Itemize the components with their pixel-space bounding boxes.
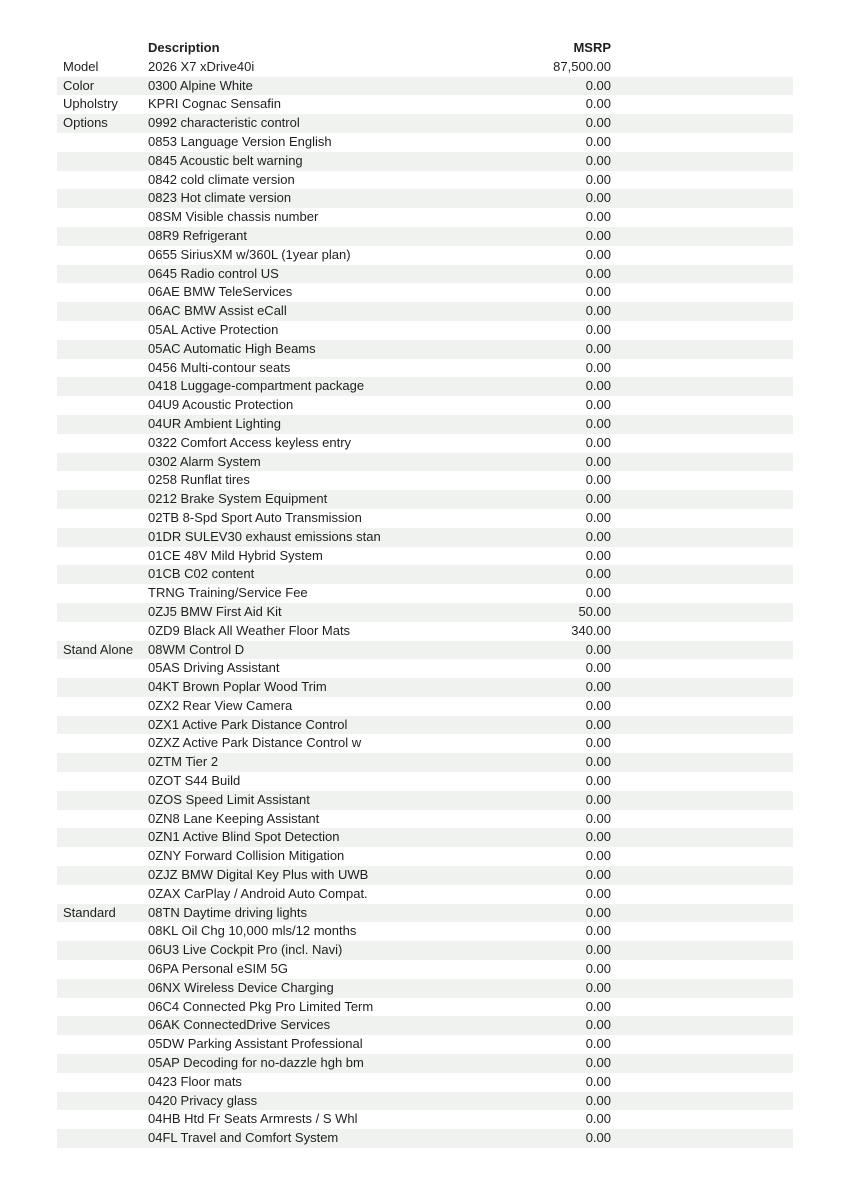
description-cell: 0ZNY Forward Collision Mitigation xyxy=(148,848,345,864)
row-filler xyxy=(611,866,793,885)
msrp-cell: 0.00 xyxy=(585,754,611,770)
category-cell xyxy=(57,509,148,528)
table-row xyxy=(57,678,793,697)
category-cell xyxy=(57,152,148,171)
msrp-cell: 0.00 xyxy=(585,829,611,845)
row-filler xyxy=(611,58,793,77)
description-cell: 08R9 Refrigerant xyxy=(148,227,247,243)
description-cell: 01CE 48V Mild Hybrid System xyxy=(148,547,323,563)
row-filler xyxy=(611,1035,793,1054)
msrp-cell: 0.00 xyxy=(585,679,611,695)
category-cell xyxy=(57,753,148,772)
msrp-cell: 0.00 xyxy=(585,303,611,319)
description-cell: 0418 Luggage-compartment package xyxy=(148,378,365,394)
row-filler xyxy=(611,1092,793,1111)
description-cell: 0ZAX CarPlay / Android Auto Compat. xyxy=(148,885,368,901)
row-filler xyxy=(611,603,793,622)
category-cell xyxy=(57,1035,148,1054)
category-cell xyxy=(57,716,148,735)
category-cell xyxy=(57,547,148,566)
category-cell xyxy=(57,359,148,378)
description-column-header: Description xyxy=(148,40,220,55)
table-row xyxy=(57,434,793,453)
category-cell xyxy=(57,828,148,847)
msrp-cell: 0.00 xyxy=(585,528,611,544)
row-filler xyxy=(611,659,793,678)
description-cell: 01DR SULEV30 exhaust emissions stan xyxy=(148,528,381,544)
msrp-cell: 0.00 xyxy=(585,791,611,807)
row-filler xyxy=(611,941,793,960)
msrp-cell: 0.00 xyxy=(585,96,611,112)
row-filler xyxy=(611,772,793,791)
category-cell xyxy=(57,1110,148,1129)
table-row xyxy=(57,659,793,678)
row-filler xyxy=(611,960,793,979)
msrp-cell: 50.00 xyxy=(578,603,611,619)
category-cell xyxy=(57,453,148,472)
table-row xyxy=(57,171,793,190)
description-cell: 0ZN1 Active Blind Spot Detection xyxy=(148,829,340,845)
table-body xyxy=(57,58,793,1148)
description-cell: 06NX Wireless Device Charging xyxy=(148,979,334,995)
category-cell xyxy=(57,396,148,415)
msrp-cell: 0.00 xyxy=(585,942,611,958)
msrp-cell: 0.00 xyxy=(585,265,611,281)
row-filler xyxy=(611,265,793,284)
table-row xyxy=(57,77,793,96)
description-cell: 0ZN8 Lane Keeping Assistant xyxy=(148,810,320,826)
description-cell: 0823 Hot climate version xyxy=(148,190,292,206)
table-row xyxy=(57,922,793,941)
msrp-cell: 0.00 xyxy=(585,979,611,995)
description-cell: 06U3 Live Cockpit Pro (incl. Navi) xyxy=(148,942,343,958)
msrp-cell: 0.00 xyxy=(585,190,611,206)
category-cell xyxy=(57,321,148,340)
category-cell xyxy=(57,377,148,396)
description-cell: 0ZD9 Black All Weather Floor Mats xyxy=(148,622,351,638)
msrp-cell: 340.00 xyxy=(571,622,611,638)
description-cell: 01CB C02 content xyxy=(148,566,255,582)
description-cell: 0302 Alarm System xyxy=(148,453,261,469)
msrp-cell: 0.00 xyxy=(585,246,611,262)
description-cell: 06AE BMW TeleServices xyxy=(148,284,293,300)
table-row xyxy=(57,565,793,584)
row-filler xyxy=(611,810,793,829)
msrp-cell: 0.00 xyxy=(585,115,611,131)
row-filler xyxy=(611,77,793,96)
row-filler xyxy=(611,396,793,415)
row-filler xyxy=(611,283,793,302)
description-cell: 0ZTM Tier 2 xyxy=(148,754,219,770)
category-cell xyxy=(57,1016,148,1035)
msrp-cell: 0.00 xyxy=(585,209,611,225)
table-row xyxy=(57,960,793,979)
category-cell: Options xyxy=(63,115,108,131)
category-cell xyxy=(57,979,148,998)
row-filler xyxy=(611,377,793,396)
description-cell: 0423 Floor mats xyxy=(148,1073,242,1089)
table-row xyxy=(57,471,793,490)
row-filler xyxy=(611,828,793,847)
row-filler xyxy=(611,340,793,359)
category-cell xyxy=(57,1054,148,1073)
table-row xyxy=(57,340,793,359)
msrp-cell: 0.00 xyxy=(585,1055,611,1071)
table-row xyxy=(57,359,793,378)
category-cell xyxy=(57,1073,148,1092)
msrp-cell: 0.00 xyxy=(585,340,611,356)
category-cell xyxy=(57,603,148,622)
table-row xyxy=(57,95,793,114)
msrp-cell: 0.00 xyxy=(585,359,611,375)
table-row xyxy=(57,1129,793,1148)
table-row xyxy=(57,941,793,960)
description-cell: 05AL Active Protection xyxy=(148,321,279,337)
msrp-cell: 0.00 xyxy=(585,998,611,1014)
msrp-cell: 0.00 xyxy=(585,321,611,337)
description-cell: 04U9 Acoustic Protection xyxy=(148,397,294,413)
description-cell: 04KT Brown Poplar Wood Trim xyxy=(148,679,327,695)
msrp-cell: 0.00 xyxy=(585,1111,611,1127)
row-filler xyxy=(611,114,793,133)
description-cell: 0ZJ5 BMW First Aid Kit xyxy=(148,603,282,619)
row-filler xyxy=(611,622,793,641)
msrp-cell: 0.00 xyxy=(585,284,611,300)
options-price-table xyxy=(57,39,793,1148)
msrp-cell: 0.00 xyxy=(585,716,611,732)
category-cell xyxy=(57,960,148,979)
table-row xyxy=(57,396,793,415)
row-filler xyxy=(611,641,793,660)
table-row xyxy=(57,1073,793,1092)
table-row xyxy=(57,603,793,622)
description-cell: 05DW Parking Assistant Professional xyxy=(148,1036,363,1052)
category-cell xyxy=(57,490,148,509)
msrp-cell: 0.00 xyxy=(585,472,611,488)
table-row xyxy=(57,1110,793,1129)
table-row xyxy=(57,772,793,791)
category-cell xyxy=(57,340,148,359)
msrp-cell: 0.00 xyxy=(585,585,611,601)
msrp-cell: 0.00 xyxy=(585,397,611,413)
row-filler xyxy=(611,1073,793,1092)
category-cell xyxy=(57,847,148,866)
table-row xyxy=(57,904,793,923)
row-filler xyxy=(611,697,793,716)
row-filler xyxy=(611,189,793,208)
table-row xyxy=(57,302,793,321)
table-row xyxy=(57,415,793,434)
category-cell xyxy=(57,283,148,302)
row-filler xyxy=(611,904,793,923)
row-filler xyxy=(611,208,793,227)
table-row xyxy=(57,1092,793,1111)
row-filler xyxy=(611,171,793,190)
header-filler xyxy=(611,39,793,58)
category-cell xyxy=(57,208,148,227)
msrp-cell: 0.00 xyxy=(585,735,611,751)
row-filler xyxy=(611,584,793,603)
row-filler xyxy=(611,716,793,735)
category-cell xyxy=(57,622,148,641)
category-cell xyxy=(57,885,148,904)
table-row xyxy=(57,547,793,566)
row-filler xyxy=(611,998,793,1017)
row-filler xyxy=(611,979,793,998)
msrp-cell: 0.00 xyxy=(585,810,611,826)
table-row xyxy=(57,58,793,77)
description-cell: 02TB 8-Spd Sport Auto Transmission xyxy=(148,509,362,525)
msrp-cell: 0.00 xyxy=(585,378,611,394)
row-filler xyxy=(611,434,793,453)
table-row xyxy=(57,716,793,735)
category-cell xyxy=(57,302,148,321)
description-cell: 04HB Htd Fr Seats Armrests / S Whl xyxy=(148,1111,358,1127)
description-cell: 0300 Alpine White xyxy=(148,77,253,93)
table-row xyxy=(57,509,793,528)
category-cell xyxy=(57,772,148,791)
category-cell xyxy=(57,791,148,810)
row-filler xyxy=(611,1129,793,1148)
category-cell xyxy=(57,415,148,434)
table-row xyxy=(57,810,793,829)
row-filler xyxy=(611,471,793,490)
row-filler xyxy=(611,791,793,810)
description-cell: 0992 characteristic control xyxy=(148,115,300,131)
description-cell: 0322 Comfort Access keyless entry xyxy=(148,434,352,450)
description-cell: 0645 Radio control US xyxy=(148,265,279,281)
row-filler xyxy=(611,227,793,246)
table-row xyxy=(57,791,793,810)
row-filler xyxy=(611,922,793,941)
msrp-cell: 0.00 xyxy=(585,547,611,563)
table-row xyxy=(57,1054,793,1073)
row-filler xyxy=(611,509,793,528)
description-cell: 04UR Ambient Lighting xyxy=(148,415,281,431)
msrp-cell: 87,500.00 xyxy=(553,58,611,74)
category-cell xyxy=(57,171,148,190)
row-filler xyxy=(611,95,793,114)
row-filler xyxy=(611,1054,793,1073)
table-row xyxy=(57,377,793,396)
category-cell xyxy=(57,734,148,753)
table-header-row xyxy=(57,39,793,58)
description-cell: 0212 Brake System Equipment xyxy=(148,491,328,507)
row-filler xyxy=(611,547,793,566)
description-cell: 0456 Multi-contour seats xyxy=(148,359,291,375)
description-cell: 06AC BMW Assist eCall xyxy=(148,303,287,319)
description-cell: KPRI Cognac Sensafin xyxy=(148,96,281,112)
description-cell: 08TN Daytime driving lights xyxy=(148,904,307,920)
msrp-column-header: MSRP xyxy=(573,40,611,55)
msrp-cell: 0.00 xyxy=(585,133,611,149)
description-cell: 0ZOS Speed Limit Assistant xyxy=(148,791,310,807)
description-cell: 06AK ConnectedDrive Services xyxy=(148,1017,331,1033)
msrp-cell: 0.00 xyxy=(585,660,611,676)
description-cell: 2026 X7 xDrive40i xyxy=(148,58,255,74)
description-cell: 05AC Automatic High Beams xyxy=(148,340,316,356)
table-row xyxy=(57,1035,793,1054)
row-filler xyxy=(611,152,793,171)
description-cell: 0853 Language Version English xyxy=(148,133,332,149)
msrp-cell: 0.00 xyxy=(585,453,611,469)
table-row xyxy=(57,114,793,133)
category-column-header xyxy=(57,39,148,58)
msrp-cell: 0.00 xyxy=(585,227,611,243)
category-cell xyxy=(57,810,148,829)
msrp-cell: 0.00 xyxy=(585,1092,611,1108)
table-row xyxy=(57,1016,793,1035)
msrp-cell: 0.00 xyxy=(585,885,611,901)
table-row xyxy=(57,979,793,998)
row-filler xyxy=(611,565,793,584)
category-cell xyxy=(57,189,148,208)
category-cell xyxy=(57,227,148,246)
msrp-cell: 0.00 xyxy=(585,1073,611,1089)
msrp-cell: 0.00 xyxy=(585,641,611,657)
category-cell xyxy=(57,565,148,584)
table-row xyxy=(57,152,793,171)
table-row xyxy=(57,622,793,641)
table-row xyxy=(57,847,793,866)
row-filler xyxy=(611,133,793,152)
description-cell: 04FL Travel and Comfort System xyxy=(148,1130,339,1146)
description-cell: 0ZOT S44 Build xyxy=(148,773,241,789)
table-row xyxy=(57,453,793,472)
table-row xyxy=(57,885,793,904)
table-row xyxy=(57,227,793,246)
msrp-cell: 0.00 xyxy=(585,152,611,168)
table-row xyxy=(57,734,793,753)
category-cell: Stand Alone xyxy=(63,641,134,657)
table-row xyxy=(57,265,793,284)
table-row xyxy=(57,246,793,265)
category-cell xyxy=(57,866,148,885)
table-row xyxy=(57,641,793,660)
table-row xyxy=(57,828,793,847)
category-cell: Color xyxy=(63,77,95,93)
category-cell: Upholstry xyxy=(63,96,118,112)
row-filler xyxy=(611,885,793,904)
category-cell xyxy=(57,659,148,678)
description-cell: 06C4 Connected Pkg Pro Limited Term xyxy=(148,998,374,1014)
table-row xyxy=(57,189,793,208)
category-cell xyxy=(57,1092,148,1111)
category-cell xyxy=(57,678,148,697)
description-cell: 06PA Personal eSIM 5G xyxy=(148,961,288,977)
table-row xyxy=(57,528,793,547)
table-row xyxy=(57,753,793,772)
description-cell: 0655 SiriusXM w/360L (1year plan) xyxy=(148,246,351,262)
row-filler xyxy=(611,415,793,434)
description-cell: 0ZX2 Rear View Camera xyxy=(148,697,293,713)
description-cell: 08SM Visible chassis number xyxy=(148,209,319,225)
msrp-cell: 0.00 xyxy=(585,961,611,977)
description-cell: 05AS Driving Assistant xyxy=(148,660,280,676)
msrp-cell: 0.00 xyxy=(585,697,611,713)
table-row xyxy=(57,998,793,1017)
row-filler xyxy=(611,1016,793,1035)
category-cell xyxy=(57,471,148,490)
msrp-cell: 0.00 xyxy=(585,509,611,525)
msrp-cell: 0.00 xyxy=(585,1036,611,1052)
row-filler xyxy=(611,1110,793,1129)
description-cell: 0258 Runflat tires xyxy=(148,472,250,488)
row-filler xyxy=(611,734,793,753)
msrp-cell: 0.00 xyxy=(585,77,611,93)
msrp-cell: 0.00 xyxy=(585,491,611,507)
row-filler xyxy=(611,453,793,472)
category-cell: Model xyxy=(63,58,99,74)
description-cell: 08WM Control D xyxy=(148,641,245,657)
category-cell xyxy=(57,1129,148,1148)
description-cell: 05AP Decoding for no-dazzle hgh bm xyxy=(148,1055,364,1071)
category-cell: Standard xyxy=(63,904,116,920)
table-row xyxy=(57,283,793,302)
description-cell: 0842 cold climate version xyxy=(148,171,295,187)
table-row xyxy=(57,208,793,227)
msrp-cell: 0.00 xyxy=(585,773,611,789)
description-cell: 0420 Privacy glass xyxy=(148,1092,258,1108)
description-cell: 0ZXZ Active Park Distance Control w xyxy=(148,735,362,751)
row-filler xyxy=(611,678,793,697)
msrp-cell: 0.00 xyxy=(585,434,611,450)
msrp-cell: 0.00 xyxy=(585,848,611,864)
category-cell xyxy=(57,941,148,960)
row-filler xyxy=(611,847,793,866)
table-row xyxy=(57,866,793,885)
table-row xyxy=(57,697,793,716)
table-row xyxy=(57,584,793,603)
row-filler xyxy=(611,246,793,265)
row-filler xyxy=(611,359,793,378)
description-cell: 0ZJZ BMW Digital Key Plus with UWB xyxy=(148,867,369,883)
msrp-cell: 0.00 xyxy=(585,923,611,939)
msrp-cell: 0.00 xyxy=(585,566,611,582)
table-row xyxy=(57,490,793,509)
row-filler xyxy=(611,528,793,547)
description-cell: TRNG Training/Service Fee xyxy=(148,585,308,601)
category-cell xyxy=(57,133,148,152)
category-cell xyxy=(57,998,148,1017)
category-cell xyxy=(57,246,148,265)
msrp-cell: 0.00 xyxy=(585,415,611,431)
row-filler xyxy=(611,753,793,772)
row-filler xyxy=(611,321,793,340)
category-cell xyxy=(57,584,148,603)
row-filler xyxy=(611,302,793,321)
msrp-cell: 0.00 xyxy=(585,867,611,883)
category-cell xyxy=(57,528,148,547)
category-cell xyxy=(57,697,148,716)
table-row xyxy=(57,321,793,340)
msrp-cell: 0.00 xyxy=(585,1017,611,1033)
description-cell: 08KL Oil Chg 10,000 mls/12 months xyxy=(148,923,357,939)
category-cell xyxy=(57,265,148,284)
row-filler xyxy=(611,490,793,509)
description-cell: 0ZX1 Active Park Distance Control xyxy=(148,716,348,732)
category-cell xyxy=(57,434,148,453)
description-cell: 0845 Acoustic belt warning xyxy=(148,152,303,168)
category-cell xyxy=(57,922,148,941)
msrp-cell: 0.00 xyxy=(585,1130,611,1146)
table-row xyxy=(57,133,793,152)
msrp-cell: 0.00 xyxy=(585,171,611,187)
msrp-cell: 0.00 xyxy=(585,904,611,920)
